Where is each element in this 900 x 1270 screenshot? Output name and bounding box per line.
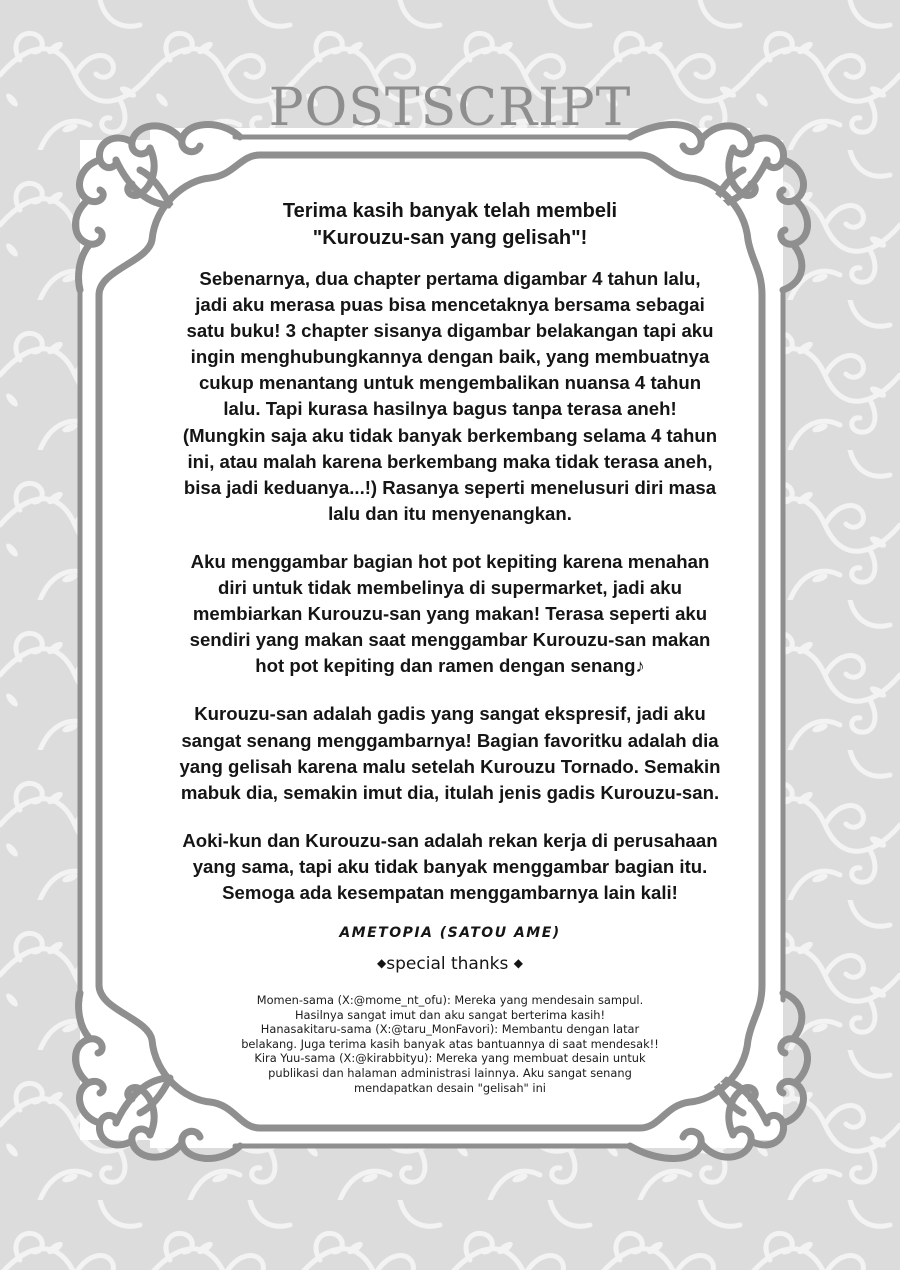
text-line: bisa jadi keduanya...!) Rasanya seperti menelusuri diri masa bbox=[183, 476, 717, 498]
postscript-content bbox=[120, 198, 780, 1095]
text-line: lalu dan itu menyenangkan. bbox=[328, 502, 572, 524]
text-line: jadi aku merasa puas bisa mencetaknya bersama sebagai bbox=[195, 294, 705, 316]
credit-line: mendapatkan desain "gelisah" ini bbox=[354, 1080, 546, 1095]
text-line: yang sama, tapi aku tidak banyak menggambar bagian itu. bbox=[192, 855, 708, 877]
paragraph-3 bbox=[120, 701, 780, 805]
credit-line: Hanasakitaru-sama (X:@taru_MonFavori): Membantu dengan latar bbox=[260, 1022, 640, 1037]
text-line: Aku menggambar bagian hot pot kepiting karena menahan bbox=[190, 550, 710, 572]
text-line: Sebenarnya, dua chapter pertama digambar 4 tahun lalu, bbox=[199, 268, 701, 289]
author-signature: AMETOPIA (SATOU AME) bbox=[339, 925, 561, 942]
heading-line-1: Terima kasih banyak telah membeli bbox=[282, 200, 618, 222]
text-line: sendiri yang makan saat menggambar Kurouzu-san makan bbox=[189, 629, 711, 651]
text-line: Aoki-kun dan Kurouzu-san adalah rekan kerja di perusahaan bbox=[182, 829, 718, 851]
text-line: ini, atau malah karena berkembang maka tidak terasa aneh, bbox=[187, 450, 713, 472]
special-thanks-label: special thanks bbox=[386, 954, 509, 975]
paragraph-2 bbox=[120, 549, 780, 679]
paragraph-4 bbox=[120, 828, 780, 906]
text-line: satu buku! 3 chapter sisanya digambar belakangan tapi aku bbox=[186, 320, 714, 342]
text-line: hot pot kepiting dan ramen dengan senang♪ bbox=[255, 655, 645, 677]
special-thanks-heading bbox=[120, 950, 780, 977]
text-line: (Mungkin saja aku tidak banyak berkembang selama 4 tahun bbox=[182, 424, 718, 446]
heading-line-2: "Kurouzu-san yang gelisah"! bbox=[312, 227, 588, 249]
text-line: mabuk dia, semakin imut dia, itulah jenis gadis Kurouzu-san. bbox=[180, 781, 720, 803]
credit-line: Kira Yuu-sama (X:@kirabbityu): Mereka yang membuat desain untuk bbox=[254, 1051, 646, 1066]
text-line: Kurouzu-san adalah gadis yang sangat ekspresif, jadi aku bbox=[194, 703, 706, 725]
diamond-icon: ◆ bbox=[377, 956, 387, 971]
credit-line: Momen-sama (X:@mome_nt_ofu): Mereka yang mendesain sampul. bbox=[256, 993, 644, 1008]
text-line: lalu. Tapi kurasa hasilnya bagus tanpa terasa aneh! bbox=[223, 398, 677, 420]
text-line: sangat senang menggambarnya! Bagian favoritku adalah dia bbox=[181, 729, 719, 751]
diamond-icon: ◆ bbox=[513, 956, 523, 971]
paragraph-1 bbox=[120, 266, 780, 527]
credits-list bbox=[120, 993, 780, 1095]
credit-line: belakang. Juga terima kasih banyak atas bantuannya di saat mendesak!! bbox=[241, 1036, 659, 1051]
page-title: POSTSCRIPT bbox=[268, 78, 632, 138]
thank-you-heading bbox=[120, 198, 780, 252]
text-line: cukup menantang untuk mengembalikan nuansa 4 tahun bbox=[198, 372, 702, 394]
credit-line: publikasi dan halaman administrasi lainnya. Aku sangat senang bbox=[268, 1066, 632, 1081]
text-line: ingin menghubungkannya dengan baik, yang membuatnya bbox=[190, 346, 710, 368]
text-line: yang gelisah karena malu setelah Kurouzu Tornado. Semakin bbox=[179, 755, 721, 777]
text-line: diri untuk tidak membelinya di supermarket, jadi aku bbox=[218, 577, 682, 599]
text-line: Semoga ada kesempatan menggambarnya lain kali! bbox=[222, 881, 678, 903]
credit-line: Hasilnya sangat imut dan aku sangat berterima kasih! bbox=[294, 1007, 606, 1022]
text-line: membiarkan Kurouzu-san yang makan! Terasa seperti aku bbox=[192, 603, 708, 625]
